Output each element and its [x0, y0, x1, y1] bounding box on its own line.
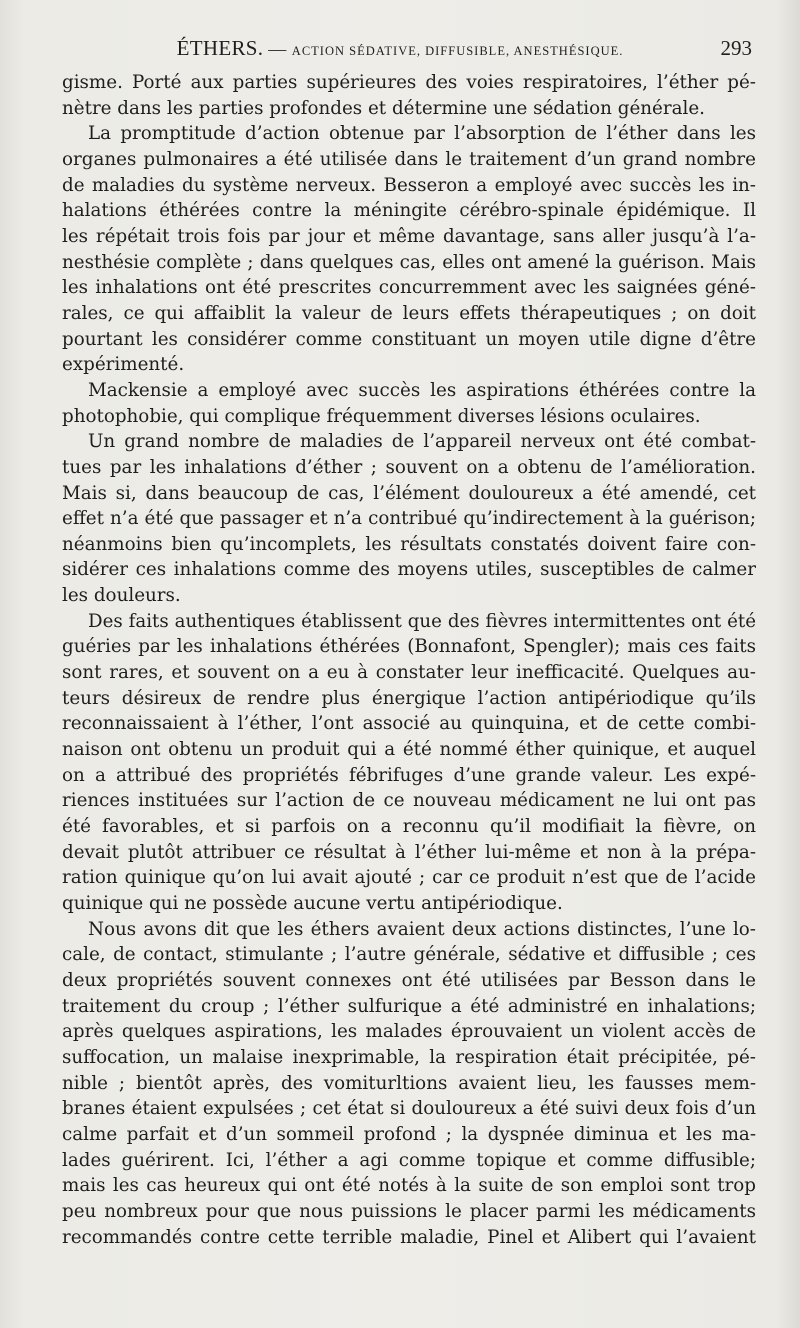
text-line: traitement du croup ; l’éther sulfurique a été administré en inhalations;	[62, 995, 756, 1017]
text-line: Mackensie a employé avec succès les aspirations éthérées contre la	[88, 379, 756, 401]
text-line: les douleurs.	[62, 585, 181, 607]
text-line: Mais si, dans beaucoup de cas, l’élément douloureux a été amendé, cet	[62, 482, 756, 504]
text-line: cale, de contact, stimulante ; l’autre générale, sédative et diffusible ; ces	[62, 944, 756, 966]
text-line: halations éthérées contre la méningite cérébro-spinale épidémique. Il	[62, 200, 756, 222]
text-line: nesthésie complète ; dans quelques cas, elles ont amené la guérison. Mais	[62, 251, 756, 273]
text-line: gisme. Porté aux parties supérieures des voies respiratoires, l’éther pé-	[62, 72, 756, 93]
text-line: nètre dans les parties profondes et détermine une sédation générale.	[62, 97, 705, 119]
running-head-separator: —	[268, 39, 287, 59]
text-line: sidérer ces inhalations comme des moyens utiles, susceptibles de calmer	[62, 559, 756, 581]
text-line: branes étaient expulsées ; cet état si douloureux a été suivi deux fois d’un	[62, 1098, 756, 1120]
text-line: nible ; bientôt après, des vomiturltions avaient lieu, les fausses mem-	[62, 1072, 756, 1094]
text-line: de maladies du système nerveux. Besseron a employé avec succès les in-	[62, 174, 756, 196]
text-line: été favorables, et si parfois on a reconnu qu’il modifiait la fièvre, on	[62, 816, 756, 838]
text-line: riences instituées sur l’action de ce nouveau médicament ne lui ont pas	[62, 790, 756, 812]
text-line: mais les cas heureux qui ont été notés à la suite de son emploi sont trop	[62, 1175, 756, 1197]
running-head-title-part2: ACTION SÉDATIVE, DIFFUSIBLE, ANESTHÉSIQUE.	[291, 44, 624, 58]
text-line: Un grand nombre de maladies de l’appareil nerveux ont été combat-	[88, 431, 756, 453]
text-line: on a attribué des propriétés fébrifuges d’une grande valeur. Les expé-	[62, 764, 756, 786]
text-line: naison ont obtenu un produit qui a été nommé éther quinique, et auquel	[62, 739, 756, 761]
text-line: photophobie, qui complique fréquemment diverses lésions oculaires.	[62, 405, 701, 427]
page-number: 293	[720, 36, 752, 60]
running-head-title-part1: ÉTHERS.	[176, 36, 264, 60]
text-line: suffocation, un malaise inexprimable, la respiration était précipitée, pé-	[62, 1046, 756, 1068]
text-line: après quelques aspirations, les malades éprouvaient un violent accès de	[62, 1021, 756, 1043]
text-line: Nous avons dit que les éthers avaient deux actions distinctes, l’une lo-	[88, 918, 756, 940]
text-line: quinique qui ne possède aucune vertu antipériodique.	[62, 893, 563, 914]
text-line: organes pulmonaires a été utilisée dans le traitement d’un grand nombre	[62, 148, 756, 170]
text-line: calme parfait et d’un sommeil profond ; la dyspnée diminua et les ma-	[62, 1123, 756, 1145]
text-line: rales, ce qui affaiblit la valeur de leurs effets thérapeutiques ; on doit	[62, 302, 756, 324]
text-line: les inhalations ont été prescrites concurremment avec les saignées géné-	[62, 277, 756, 299]
text-line: reconnaissaient à l’éther, l’ont associé au quinquina, et de cette combi-	[62, 713, 756, 735]
text-line: recommandés contre cette terrible maladie, Pinel et Alibert qui l’avaient	[62, 1226, 756, 1248]
text-line: expérimenté.	[62, 354, 185, 376]
running-head-title	[60, 34, 740, 65]
text-line: La promptitude d’action obtenue par l’absorption de l’éther dans les	[88, 123, 756, 145]
text-line: lades guérirent. Ici, l’éther a agi comme topique et comme diffusible;	[62, 1149, 756, 1171]
text-line: effet n’a été que passager et n’a contribué qu’indirectement à la guérison;	[62, 508, 756, 530]
text-line: devait plutôt attribuer ce résultat à l’éther lui-même et non à la prépa-	[62, 841, 756, 863]
text-line: guéries par les inhalations éthérées (Bonnafont, Spengler); mais ces faits	[62, 636, 756, 658]
text-line: ration quinique qu’on lui avait ajouté ; car ce produit n’est que de l’acide	[62, 867, 756, 889]
text-line: peu nombreux pour que nous puissions le placer parmi les médicaments	[62, 1200, 756, 1222]
body-text	[62, 70, 756, 1250]
text-line: Des faits authentiques établissent que des fièvres intermittentes ont été	[88, 610, 756, 632]
text-line: deux propriétés souvent connexes ont été utilisées par Besson dans le	[62, 969, 756, 991]
text-line: tues par les inhalations d’éther ; souvent on a obtenu de l’amélioration.	[62, 456, 756, 478]
text-line: teurs désireux de rendre plus énergique l’action antipériodique qu’ils	[62, 687, 756, 709]
text-line: pourtant les considérer comme constituant un moyen utile digne d’être	[62, 328, 756, 350]
text-line: les répétait trois fois par jour et même davantage, sans aller jusqu’à l’a-	[62, 225, 756, 247]
text-line: sont rares, et souvent on a eu à constater leur inefficacité. Quelques au-	[62, 662, 756, 684]
running-head	[60, 34, 752, 66]
text-line: néanmoins bien qu’incomplets, les résultats constatés doivent faire con-	[62, 533, 756, 555]
